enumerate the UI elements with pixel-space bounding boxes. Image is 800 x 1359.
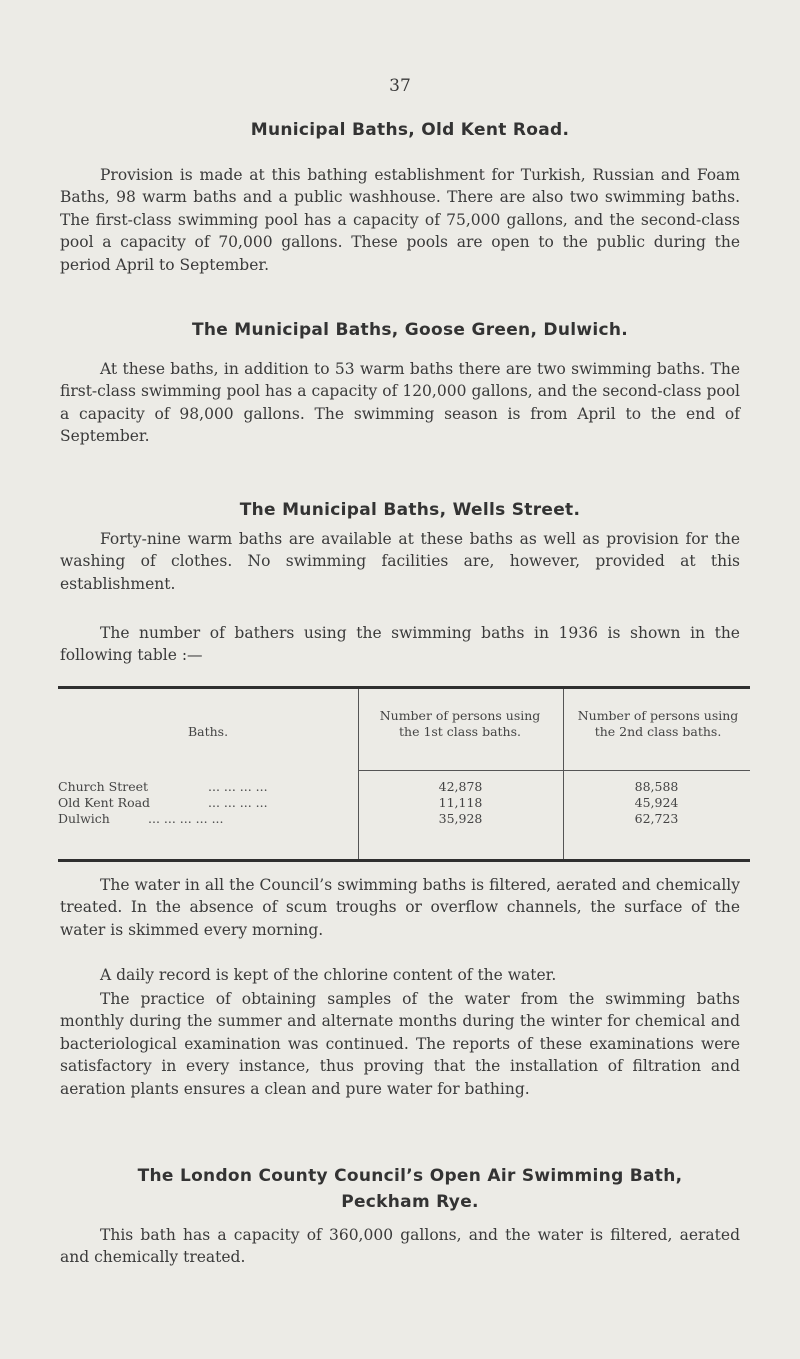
row-first-church-street: 42,878	[438, 779, 483, 794]
table-top-rule	[58, 686, 750, 689]
row-leader-old-kent-road: ... ... ... ...	[208, 795, 268, 810]
paragraph-water-treatment: The water in all the Council’s swimming baths is filtered, aerated and chemically treated. In the absence of scum troughs or overflow channels, the surface of the water is skimmed every morning.	[60, 876, 740, 939]
paragraph-old-kent-road: Provision is made at this bathing establishment for Turkish, Russian and Foam Baths, 98 warm baths and a public washhouse. There are also two swimming baths. The first-class swimming pool has a capacity of 75,000 gallons, and the second-class pool a capacity of 70,000 gallons. These pools are open to the public during the period April to September.	[60, 166, 740, 274]
paragraph-table-intro: The number of bathers using the swimming baths in 1936 is shown in the following table :—	[60, 624, 740, 665]
heading-peckham-rye-line1: The London County Council’s Open Air Swimming Bath,	[137, 1166, 683, 1186]
page-number: 37	[389, 76, 411, 96]
header-first-class: Number of persons using the 1st class baths.	[379, 708, 541, 739]
table-divider-2	[563, 689, 564, 859]
row-second-church-street: 88,588	[634, 779, 679, 794]
paragraph-sampling: The practice of obtaining samples of the water from the swimming baths monthly during the summer and alternate months during the winter for chemical and bacteriological examination was continued. The reports of these examinations were satisfactory in every instance, thus proving that the installation of filtration and aeration plants ensures a clean and pure water for bathing.	[60, 990, 740, 1098]
row-name-old-kent-road: Old Kent Road	[58, 795, 151, 810]
table-header-rule-1	[358, 770, 563, 771]
paragraph-chlorine-record: A daily record is kept of the chlorine content of the water.	[100, 966, 557, 984]
paragraph-goose-green: At these baths, in addition to 53 warm baths there are two swimming baths. The first-class swimming pool has a capacity of 120,000 gallons, and the second-class pool a capacity of 98,000 gallons. The swimming season is from April to the end of September.	[60, 360, 740, 446]
row-first-old-kent-road: 11,118	[438, 795, 483, 810]
row-second-dulwich: 62,723	[634, 811, 679, 826]
heading-old-kent-road: Municipal Baths, Old Kent Road.	[250, 120, 570, 140]
row-second-old-kent-road: 45,924	[634, 795, 679, 810]
table-header-rule-2	[563, 770, 750, 771]
row-leader-church-street: ... ... ... ...	[208, 779, 268, 794]
row-name-dulwich: Dulwich	[58, 811, 110, 826]
table-bottom-rule	[58, 859, 750, 862]
paragraph-wells-street: Forty-nine warm baths are available at these baths as well as provision for the washing of clothes. No swimming facilities are, however, provided at this establishment.	[60, 530, 740, 593]
table-divider-1	[358, 689, 359, 859]
heading-goose-green: The Municipal Baths, Goose Green, Dulwich.	[191, 320, 629, 340]
header-second-class: Number of persons using the 2nd class baths.	[577, 708, 739, 739]
row-name-church-street: Church Street	[58, 779, 149, 794]
header-baths: Baths.	[187, 724, 229, 739]
row-leader-dulwich: ... ... ... ... ...	[148, 811, 224, 826]
bathers-table	[58, 686, 750, 862]
heading-wells-street: The Municipal Baths, Wells Street.	[239, 500, 581, 520]
paragraph-peckham-rye: This bath has a capacity of 360,000 gallons, and the water is filtered, aerated and chemically treated.	[60, 1226, 740, 1267]
heading-peckham-rye-line2: Peckham Rye.	[341, 1192, 479, 1212]
row-first-dulwich: 35,928	[438, 811, 483, 826]
